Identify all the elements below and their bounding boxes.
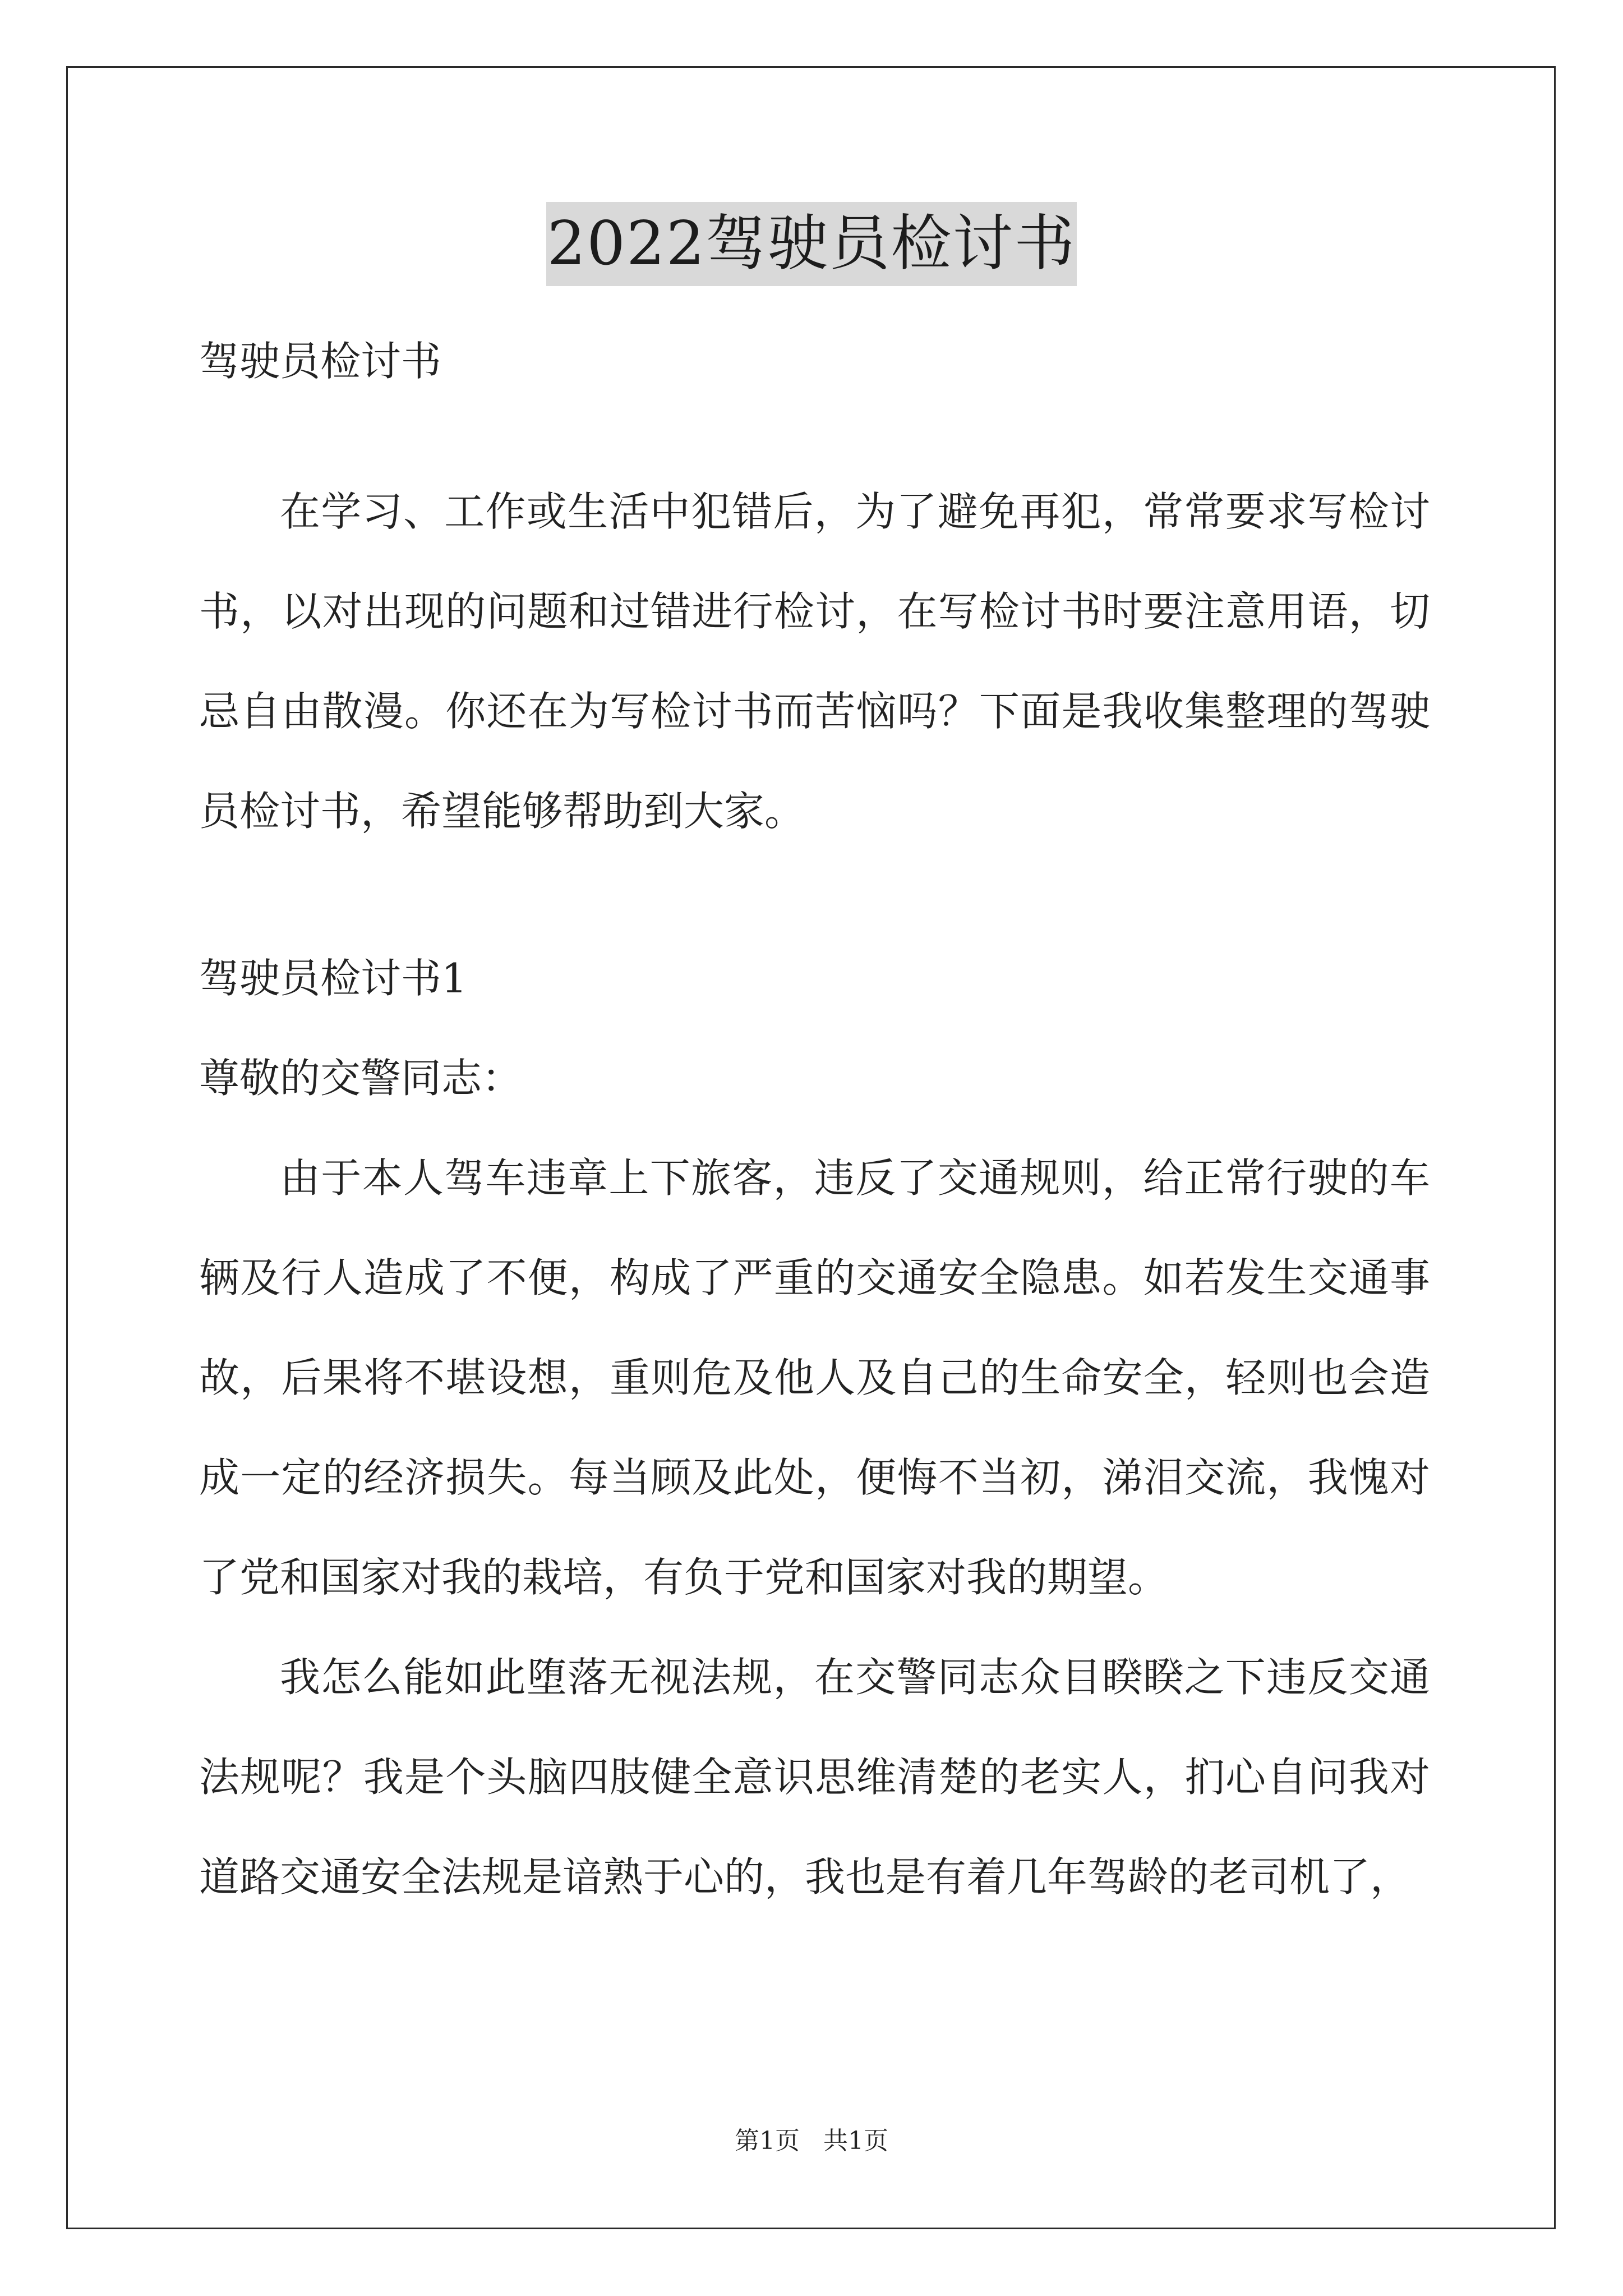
page-number: 第1页 共1页 [735,2127,888,2155]
body-paragraph-1: 由于本人驾车违章上下旅客，违反了交通规则，给正常行驶的车辆及行人造成了不便，构成了严重的交通安全隐患。如若发生交通事故，后果将不堪设想，重则危及他人及自己的生命安全，轻则也会造成一定的经济损失。每当顾及此处，便悔不当初，涕泪交流，我愧对了党和国家对我的栽培，有负于党和国家对我的期望。 [199,1154,1430,1601]
spacer [199,411,1430,462]
spacer [199,861,1430,928]
title-container [0,202,1623,286]
page-footer [0,2120,1623,2156]
document-title: 2022驾驶员检讨书 [546,202,1077,286]
body-paragraph-2: 我怎么能如此堕落无视法规，在交警同志众目睽睽之下违反交通法规呢？我是个头脑四肢健全意识思维清楚的老实人，扪心自问我对道路交通安全法规是谙熟于心的，我也是有着几年驾龄的老司机了， [199,1654,1430,1901]
section-heading: 驾驶员检讨书1 [199,955,467,1002]
intro-paragraph: 在学习、工作或生活中犯错后，为了避免再犯，常常要求写检讨书，以对出现的问题和过错进行检讨，在写检讨书时要注意用语，切忌自由散漫。你还在为写检讨书而苦恼吗？下面是我收集整理的驾驶员检讨书，希望能够帮助到大家。 [199,488,1430,835]
salutation: 尊敬的交警同志： [199,1055,523,1102]
subtitle: 驾驶员检讨书 [199,338,442,385]
document-body [199,311,1430,1927]
